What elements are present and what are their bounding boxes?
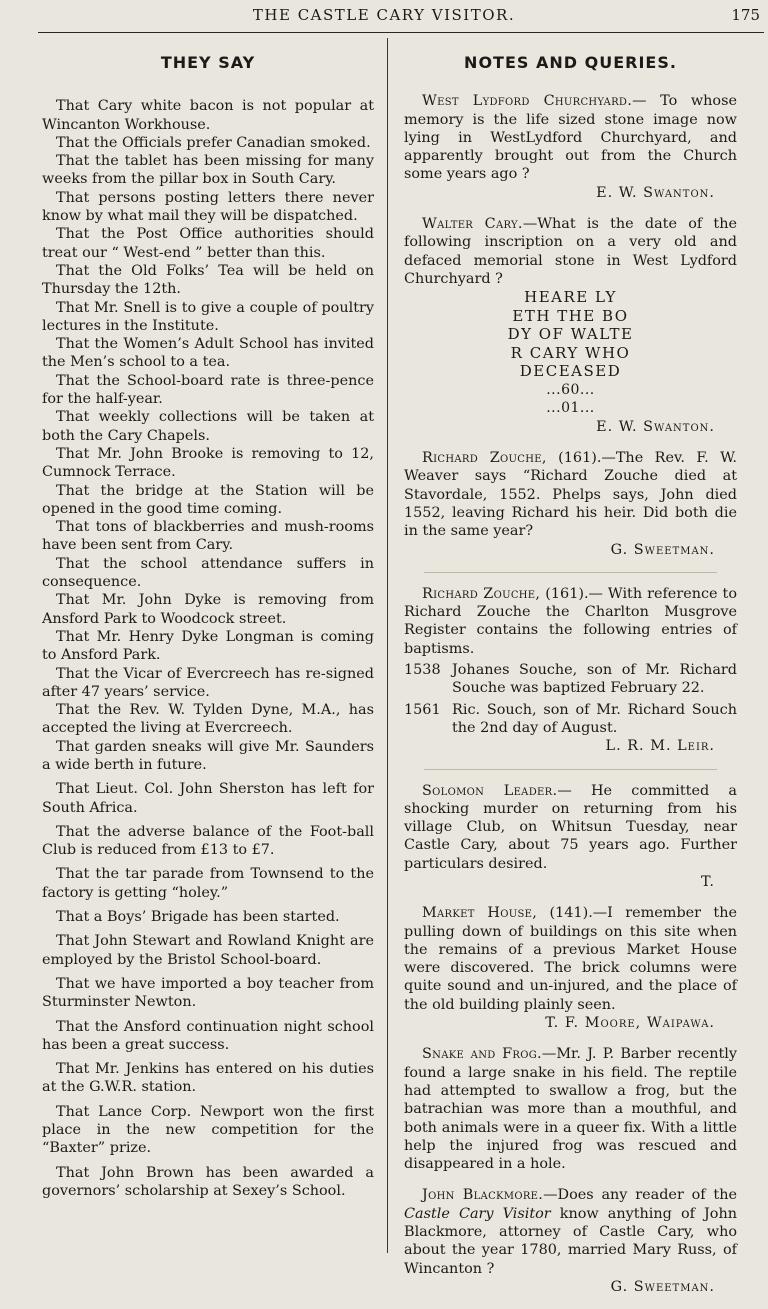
query-title: Market House, <box>422 905 538 922</box>
query-signature: T. F. Moore, Waipawa. <box>545 1015 715 1032</box>
query-signature: E. W. Swanton. <box>596 418 715 435</box>
they-say-item: That the Old Folks’ Tea will be held on Thursday the 12th. <box>42 262 374 298</box>
inscription-line: DECEASED <box>519 362 622 381</box>
they-say-item: That the Rev. W. Tylden Dyne, M.A., has accepted the living at Evercreech. <box>42 702 374 737</box>
they-say-item: That the Officials prefer Canadian smoked. <box>56 134 371 151</box>
query-title: Walter Cary. <box>422 216 523 233</box>
they-say-item: That the Vicar of Evercreech has re-signed after 47 years’ service. <box>42 665 374 700</box>
notes-queries-heading: NOTES AND QUERIES. <box>464 53 677 72</box>
they-say-item: That Mr. Jenkins has entered on his duties at the G.W.R. station. <box>42 1061 374 1096</box>
they-say-item: That the bridge at the Station will be opened in the good time coming. <box>42 482 374 517</box>
they-say-item: That Cary white bacon is not popular at Wincanton Workhouse. <box>42 98 374 133</box>
entry-text: Ric. Souch, son of Mr. Richard Souch the 2nd day of August. <box>452 701 737 736</box>
they-say-item: That the school attendance suffers in consequence. <box>42 555 374 591</box>
query-signature: E. W. Swanton. <box>596 184 715 201</box>
they-say-item: That a Boys’ Brigade has been started. <box>56 909 340 926</box>
query-italic-title: Castle Cary Visitor <box>404 1205 551 1222</box>
they-say-item: That Mr. Henry Dyke Longman is coming to Ansford Park. <box>42 628 374 664</box>
query-west-lydford <box>404 92 737 202</box>
query-text: —Mr. J. P. Barber recently found a large snake in his field. The reptile had attempted to swallow a frog, but the batrachian was more than a mouthful, and both animals were in a queer fix. With a little help the injured frog was rescued and disappeared in a hole. <box>404 1046 737 1173</box>
query-title: Richard Zouche, <box>422 450 547 467</box>
query-text: know anything of John Blackmore, attorney of Castle Cary, who about the year 1780, married Mary Russ, of Wincanton ? <box>404 1205 737 1277</box>
query-text: — He committed a shocking murder on returning from his village Club, on Whitsun Tuesday, near Castle Cary, about 75 years ago. Further particulars desired. <box>404 782 738 872</box>
header-rule <box>38 32 764 33</box>
they-say-item: That the tablet has been missing for many weeks from the pillar box in South Cary. <box>42 153 374 188</box>
they-say-item: That the Ansford continuation night school has been a great success. <box>42 1018 374 1053</box>
query-snake-and-frog <box>404 1045 737 1173</box>
they-say-item: That John Brown has been awarded a governors’ scholarship at Sexey’s School. <box>42 1164 374 1199</box>
inscription-line: ...01... <box>546 400 595 417</box>
they-say-heading: THEY SAY <box>160 53 256 72</box>
they-say-item: That Mr. Snell is to give a couple of poultry lectures in the Institute. <box>42 299 374 334</box>
they-say-item: That the School-board rate is three-pence for the half-year. <box>42 372 374 408</box>
running-title: THE CASTLE CARY VISITOR. <box>252 6 516 24</box>
they-say-item: That Mr. John Brooke is removing to 12, Cumnock Terrace. <box>42 445 374 481</box>
they-say-item: That Lance Corp. Newport won the first place in the new competition for the “Baxter” prize. <box>42 1103 374 1157</box>
query-signature: L. R. M. Leir. <box>605 738 715 755</box>
they-say-item: That persons posting letters there never know by what mail they will be dispatched. <box>42 189 374 225</box>
query-title: Snake and Frog. <box>422 1046 542 1063</box>
query-title: John Blackmore. <box>422 1187 544 1204</box>
they-say-item: That tons of blackberries and mush-rooms have been sent from Cary. <box>42 519 374 554</box>
query-signature: G. Sweetman. <box>610 541 715 558</box>
query-text: (161).—The Rev. F. W. Weaver says “Richard Zouche died at Stavordale, 1552. Phelps says, John died 1552, leaving Richard his heir. Did both die in the same year? <box>404 450 737 540</box>
query-richard-zouche-2 <box>404 585 737 756</box>
inscription-line: DY OF WALTE <box>507 325 634 344</box>
they-say-item: That the tar parade from Townsend to the factory is getting “holey.” <box>42 866 374 901</box>
inscription-line: ...60... <box>546 381 595 398</box>
query-text: — To whose memory is the life sized stone image now lying in WestLydford Churchyard, and apparently brought out from the Church some years ago ? <box>404 93 737 183</box>
query-title: West Lydford Churchyard. <box>422 93 633 110</box>
they-say-item: That weekly collections will be taken at both the Cary Chapels. <box>42 409 374 444</box>
page-number: 175 <box>731 6 760 24</box>
section-separator <box>424 769 717 770</box>
they-say-item: That John Stewart and Rowland Knight are employed by the Bristol School-board. <box>42 933 374 968</box>
query-signature: T. <box>700 874 715 890</box>
register-entry <box>404 661 737 698</box>
query-market-house <box>404 904 737 1032</box>
they-say-column <box>42 50 374 1200</box>
register-entry <box>404 701 737 738</box>
query-solomon-leader <box>404 782 737 892</box>
query-text: (161).— With reference to Richard Zouche the Charlton Musgrove Register contains the following entries of baptisms. <box>404 585 737 657</box>
entry-text: Johanes Souche, son of Mr. Richard Souche was baptized February 22. <box>452 662 737 697</box>
they-say-item: That we have imported a boy teacher from Sturminster Newton. <box>42 975 374 1011</box>
query-walter-cary <box>404 215 737 436</box>
query-text: —What is the date of the following inscription on a very old and defaced memorial stone in West Lydford Churchyard ? <box>404 216 737 287</box>
they-say-list <box>42 97 374 1200</box>
inscription-line: R CARY WHO <box>510 343 631 362</box>
query-title: Richard Zouche, <box>422 585 541 602</box>
they-say-item: That garden sneaks will give Mr. Saunders a wide berth in future. <box>42 738 374 773</box>
they-say-item: That the Women’s Adult School has invited the Men’s school to a tea. <box>42 336 374 371</box>
entry-year: 1538 <box>404 662 441 679</box>
they-say-item: That Mr. John Dyke is removing from Ansford Park to Woodcock street. <box>42 592 374 627</box>
inscription-line: ETH THE BO <box>512 306 629 325</box>
column-divider <box>387 38 388 1253</box>
query-text: —Does any reader of the <box>543 1187 737 1204</box>
inscription-line: HEARE LY <box>524 288 617 307</box>
they-say-item: That the Post Office authorities should treat our “ West-end ” better than this. <box>42 226 374 261</box>
entry-year: 1561 <box>404 701 441 718</box>
query-richard-zouche-1 <box>404 449 737 559</box>
inscription <box>404 288 737 418</box>
they-say-item: That Lieut. Col. John Sherston has left for South Africa. <box>42 781 374 816</box>
page-header <box>0 0 768 30</box>
query-signature: G. Sweetman. <box>610 1278 715 1295</box>
notes-queries-column <box>404 50 737 1309</box>
query-title: Solomon Leader. <box>422 782 558 799</box>
query-text: (141).—I remember the pulling down of buildings on this site when the remains of a previous Market House were discovered. The brick columns were quite sound and un-injured, and the place of the old building plainly seen. <box>404 905 737 1013</box>
section-separator <box>424 572 717 573</box>
they-say-item: That the adverse balance of the Foot-ball Club is reduced from £13 to £7. <box>42 823 374 859</box>
